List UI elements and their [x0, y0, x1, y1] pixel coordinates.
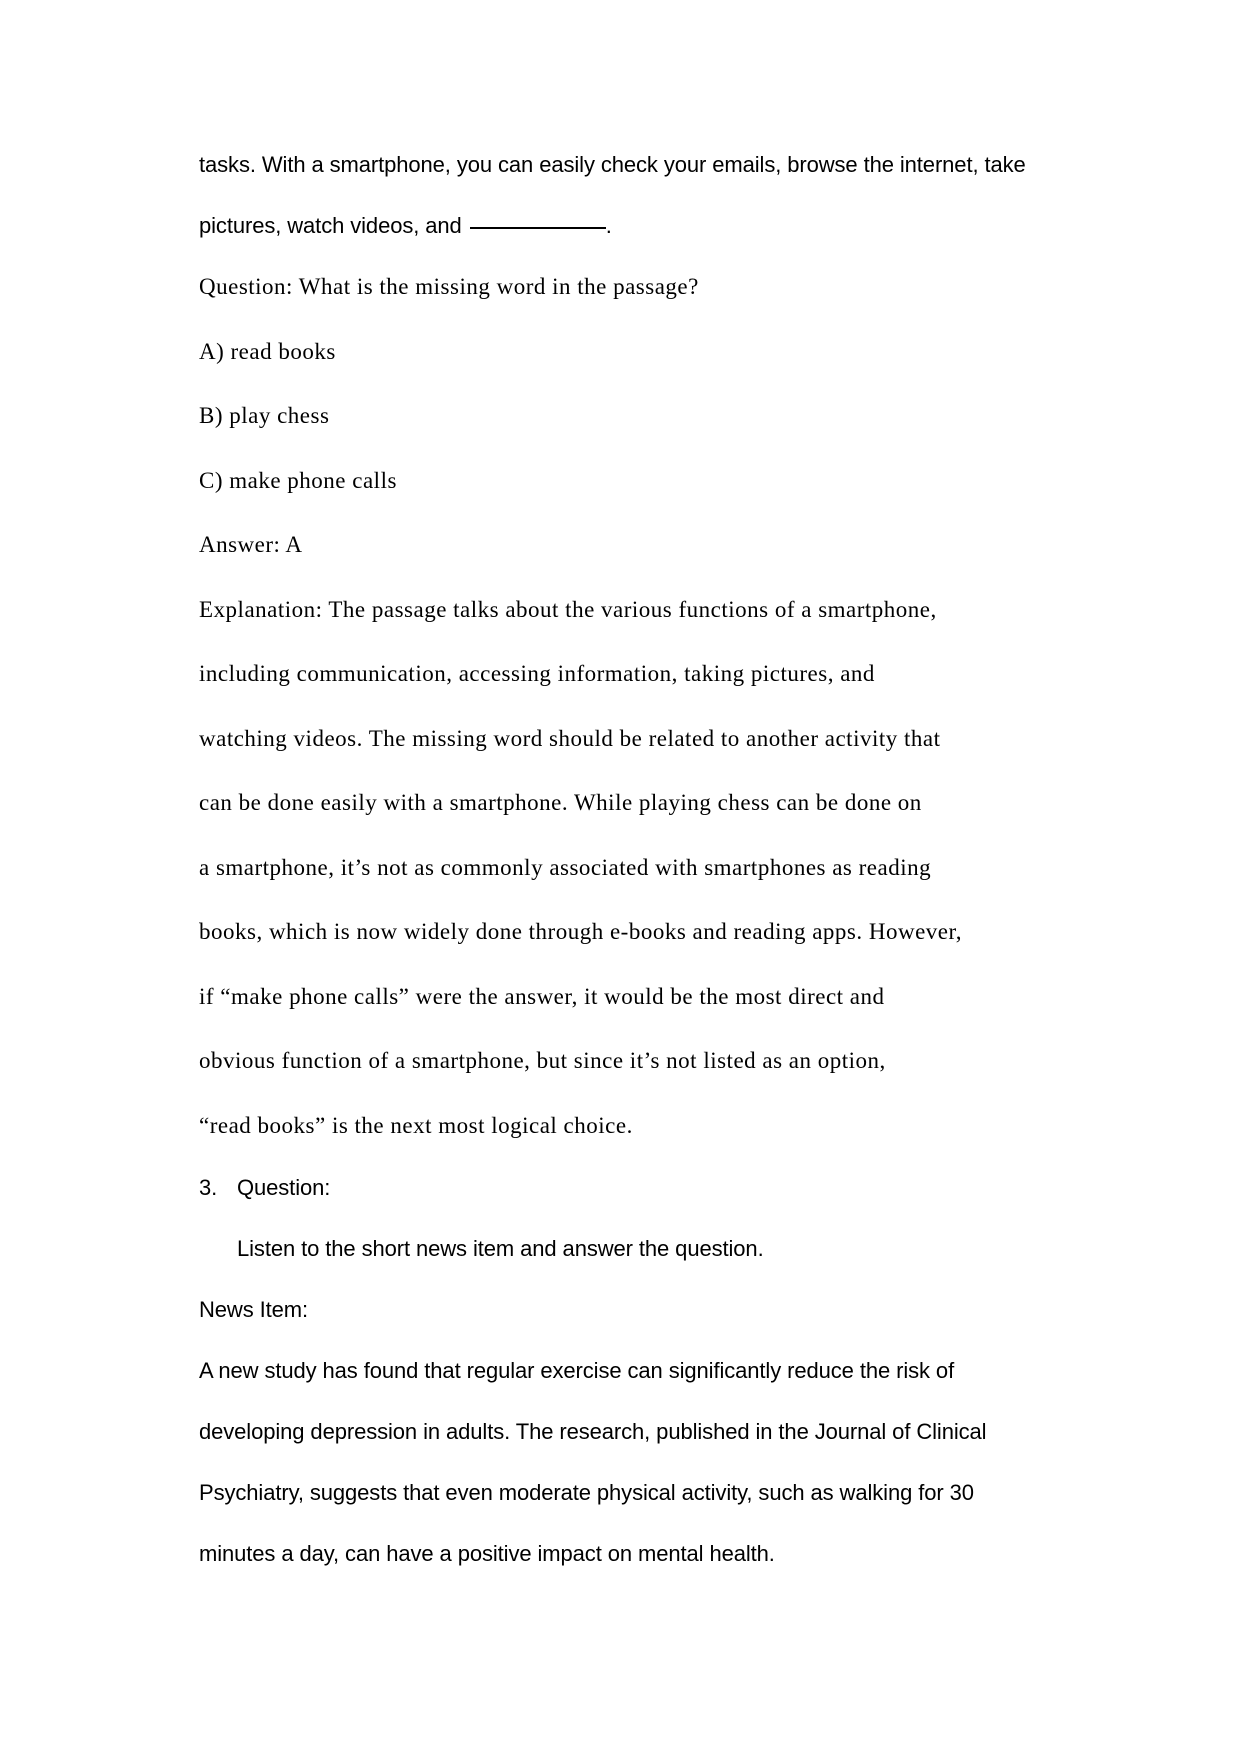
question-2-block [199, 255, 1089, 1158]
question-number: 3. [199, 1175, 218, 1200]
explanation-line: a smartphone, it’s not as commonly associated with smartphones as reading [199, 854, 932, 880]
explanation-line: if “make phone calls” were the answer, it would be the most direct and [199, 983, 885, 1009]
option-c: C) make phone calls [199, 467, 397, 493]
question-instruction: Listen to the short news item and answer the question. [237, 1236, 764, 1261]
explanation-line: Explanation: The passage talks about the various functions of a smartphone, [199, 596, 937, 622]
explanation-line: can be done easily with a smartphone. While playing chess can be done on [199, 790, 922, 815]
news-line: developing depression in adults. The research, published in the Journal of Clinical [199, 1419, 987, 1444]
answer-text: Answer: A [199, 532, 303, 557]
explanation-line: including communication, accessing information, taking pictures, and [199, 661, 875, 686]
question-3-heading [199, 1157, 1089, 1218]
question-label: Question: [237, 1175, 331, 1200]
passage-line-end: . [605, 213, 612, 238]
news-line: A new study has found that regular exercise can significantly reduce the risk of [199, 1358, 955, 1383]
option-a: A) read books [199, 338, 336, 364]
question-3-block [199, 1157, 1089, 1584]
fill-in-blank [470, 226, 606, 229]
news-item-label: News Item: [199, 1297, 309, 1322]
option-b: B) play chess [199, 403, 330, 428]
news-line: Psychiatry, suggests that even moderate physical activity, such as walking for 30 [199, 1480, 974, 1505]
passage-line-text: pictures, watch videos, and [199, 213, 468, 238]
explanation-line: “read books” is the next most logical choice. [199, 1112, 633, 1138]
explanation-line: obvious function of a smartphone, but since it’s not listed as an option, [199, 1048, 886, 1073]
question-text: Question: What is the missing word in the passage? [199, 274, 699, 299]
passage-block [199, 134, 1089, 256]
explanation-line: watching videos. The missing word should be related to another activity that [199, 725, 941, 751]
passage-line: tasks. With a smartphone, you can easily check your emails, browse the internet, take [199, 152, 1026, 177]
passage-line-with-blank [199, 195, 1089, 256]
explanation-line: books, which is now widely done through e-books and reading apps. However, [199, 919, 962, 944]
news-line: minutes a day, can have a positive impact on mental health. [199, 1541, 775, 1566]
